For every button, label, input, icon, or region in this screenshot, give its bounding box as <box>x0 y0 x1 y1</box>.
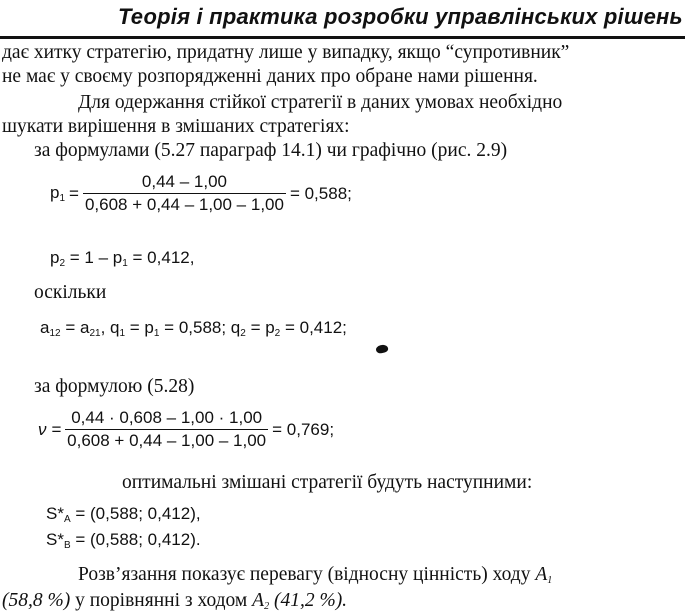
formula-p1 <box>50 172 352 215</box>
nu-lhs: ν = <box>38 419 62 439</box>
paragraph-line-7: за формулою (5.28) <box>34 376 195 397</box>
p1-denominator: 0,608 + 0,44 – 1,00 – 1,00 <box>84 195 284 214</box>
p1-eq-sign: = <box>69 183 79 203</box>
nu-fraction <box>65 408 268 451</box>
p1-numerator: 0,44 – 1,00 <box>83 172 286 194</box>
paragraph-line-9: Розв’язання показує перевагу (відносну цінність) ходу $A_1$ <box>78 564 553 586</box>
p1-lhs: $p_1$ <box>50 183 66 204</box>
formula-equalities: $a_{12} = a_{21}$, $q_1 = p_1 = 0,588$; $q_2 = p_2 = 0,412$; <box>40 318 347 339</box>
formula-nu <box>38 408 334 451</box>
paragraph-line-4: шукати вирішення в змішаних стратегіях: <box>2 116 350 137</box>
move-a1: $A_1$ <box>535 564 553 586</box>
running-header: Теорія і практика розробки управлінських рішень <box>118 4 683 29</box>
move-a2: $A_2$ <box>252 590 270 612</box>
paragraph-line-8: оптимальні змішані стратегії будуть наступними: <box>122 472 533 493</box>
nu-result: = 0,769; <box>272 419 335 439</box>
p1-result: = 0,588; <box>289 183 352 203</box>
paragraph-line-6: оскільки <box>34 282 107 303</box>
paragraph-line-1: дає хитку стратегію, придатну лише у випадку, якщо “супротивник” <box>2 42 570 63</box>
ink-blot <box>375 344 389 355</box>
formula-p2: $p_2 = 1 - p_1 = 0,412$, <box>50 248 195 269</box>
nu-numerator: 0,44 · 0,608 – 1,00 · 1,00 <box>65 408 268 430</box>
p1-fraction <box>83 172 286 215</box>
header-rule <box>0 36 685 39</box>
nu-denominator: 0,608 + 0,44 – 1,00 – 1,00 <box>67 431 267 450</box>
paragraph-line-5: за формулами (5.27 параграф 14.1) чи графічно (рис. 2.9) <box>34 140 508 161</box>
strategy-b: $S*_B = (0,588$; 0,412). <box>46 530 201 551</box>
paragraph-line-2: не має у своєму розпорядженні даних про обране нами рішення. <box>2 66 538 87</box>
strategy-a: $S*_A = (0,588$; 0,412), <box>46 504 201 525</box>
paragraph-line-3: Для одержання стійкої стратегії в даних умовах необхідно <box>78 92 563 113</box>
paragraph-line-10: (58,8 %) у порівнянні з ходом $A_2$ (41,2 %). <box>2 590 348 612</box>
